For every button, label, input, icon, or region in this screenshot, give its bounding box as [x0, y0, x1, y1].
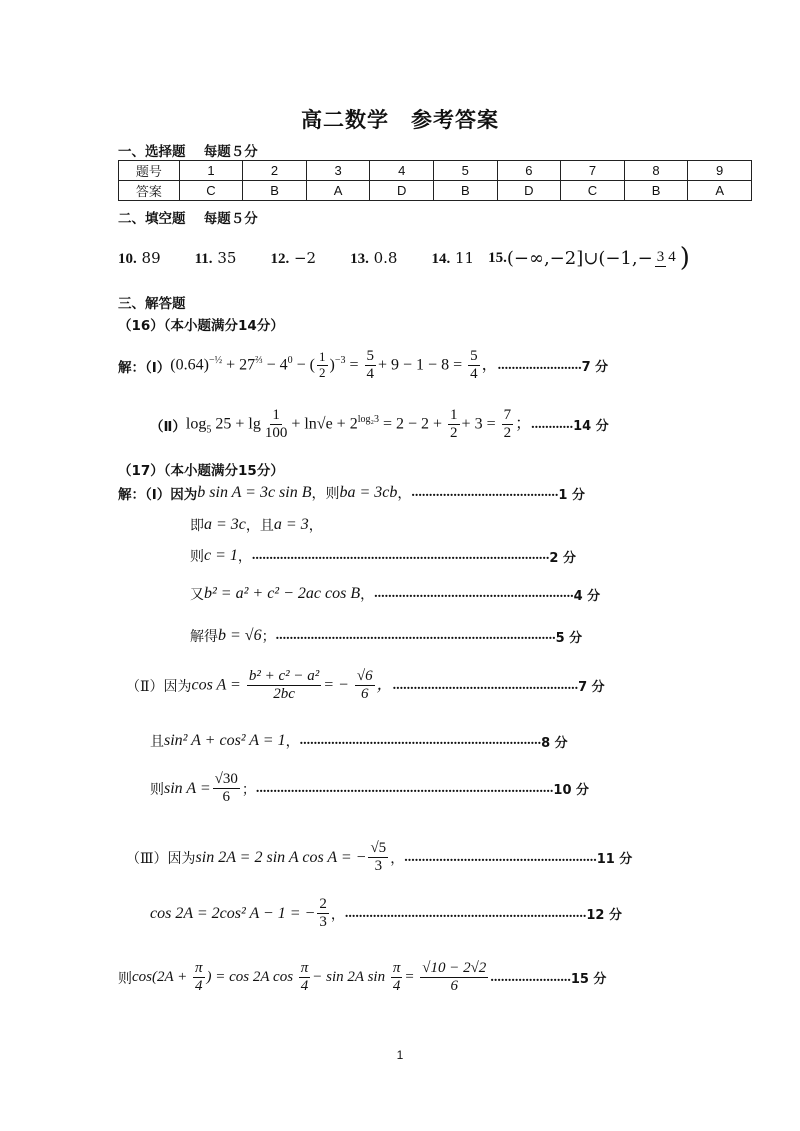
q17-line-3: 则 c = 1 ， ..................................................................................... 2 分 — [190, 547, 576, 566]
dot-leader: ..................................................................... — [344, 905, 587, 921]
score: 7 分 — [581, 360, 609, 376]
dot-leader: ..................................................... — [392, 677, 579, 693]
page-number: 1 — [396, 1048, 404, 1062]
fill-answer: −2 — [293, 248, 317, 267]
q16-heading: （16）（本小题满分14分） — [118, 318, 284, 334]
fill-answers — [118, 243, 690, 273]
q16-part2-formula: $\log_5 25 + \lg$ $\frac{1}{100}$ + $\ln√e + 2^{log_23} = 2 - 2$ + $\frac{1}{2}$ + 3 = $\frac{7}{2}$ ； — [185, 407, 532, 442]
choice-answer: D — [497, 181, 561, 201]
question-number: 5 — [433, 161, 497, 181]
q17-line-7: 且 sin² A + cos² A = 1 ， ..................................................................... 8 分 — [150, 732, 568, 751]
score: 5 分 — [555, 630, 583, 646]
q16-part1-label: 解：（Ⅰ） — [118, 359, 171, 376]
q17-line-5: 解得 b = √6 ； ................................................................................ 5 分 — [190, 627, 583, 646]
question-number: 1 — [179, 161, 243, 181]
question-number: 9 — [688, 161, 752, 181]
dot-leader: ..................................................................................... — [255, 780, 554, 796]
dot-leader: ..................................................................................... — [251, 548, 550, 563]
choice-answer: D — [370, 181, 434, 201]
fraction: $\frac{√5}{3}$ — [370, 840, 387, 875]
question-number: 6 — [497, 161, 561, 181]
score: 1 分 — [558, 487, 585, 503]
q17-line-4: 又 b² = a² + c² − 2ac cos B ， ......................................................... 4 分 — [190, 585, 601, 604]
q16-part2-label: （Ⅱ） — [150, 418, 186, 435]
dot-leader: ......................................................... — [374, 586, 574, 601]
q17-heading: （17）（本小题满分15分） — [118, 463, 284, 479]
fill-item — [195, 249, 237, 268]
fill-number: 15. — [488, 249, 507, 266]
dot-leader: .......................................... — [411, 485, 559, 500]
score: 15 分 — [570, 972, 607, 988]
section-fill-heading: 二、填空题 每题５分 — [118, 211, 258, 227]
fill-answer: 35 — [217, 248, 237, 267]
q17-line-11: 则 cos(2A + $\frac{\pi}{4}$ ) = cos 2A cos $\frac{\pi}{4}$ − sin 2A sin $\frac{\pi}{4}$ = $\frac{√10 - 2√2}{6}$ ....................... 15 分 — [118, 960, 607, 995]
choice-answer: C — [561, 181, 625, 201]
q17-line-2: 即 a = 3c ，且 a = 3 ， — [190, 516, 323, 534]
fill-number: 14. — [431, 250, 451, 267]
fill-number: 13. — [350, 250, 369, 267]
dot-leader: ....................... — [490, 969, 571, 985]
question-number: 4 — [370, 161, 434, 181]
choice-answer: C — [179, 181, 243, 201]
q17-line-9: （Ⅲ）因为 sin 2A = 2 sin A cos A = − $\frac{√5}{3}$ ， ....................................................... 11 分 — [126, 840, 633, 875]
fill-item — [431, 249, 474, 268]
choice-answer: B — [433, 181, 497, 201]
q16-part1-formula: $(0.64)^{-\frac{1}{2}} + 27^{\frac{2}{3}} - 4^0$ − ( $\frac{1}{2}$ )$^{-3}$ = $\frac{5}{4}$ + 9 − 1 − 8 = $\frac{5}{4}$ ， — [170, 348, 498, 383]
dot-leader: ................................................................................ — [275, 628, 556, 643]
section-solution-heading: 三、解答题 — [118, 296, 186, 312]
q17-line-6: （Ⅱ）因为 cos A = $\frac{\text{b² + c² − a²}}{2bc}$ = − $\frac{√6}{6}$ ， ..................................................... 7 分 — [126, 668, 605, 703]
score: 11 分 — [596, 852, 633, 868]
fill-answer: 11 — [455, 248, 475, 267]
choice-answer: B — [243, 181, 307, 201]
choice-answer-table — [118, 160, 752, 201]
q17-line-1: 解：（Ⅰ）因为 b sin A = 3c sin B ，则 ba = 3cb ， .......................................... 1 分 — [118, 484, 585, 503]
fill-number: 12. — [270, 250, 290, 267]
fill-answer: 0.8 — [373, 248, 398, 267]
fraction: $\frac{2}{3}$ — [319, 896, 327, 931]
choice-answer: A — [688, 181, 752, 201]
score: 4 分 — [573, 588, 601, 604]
table-row-answers — [119, 181, 752, 201]
fill-item — [270, 249, 316, 268]
fill-answer-suffix: ) — [679, 243, 690, 273]
score: 2 分 — [549, 550, 576, 566]
fill-answer-prefix: (−∞,−2]∪(−1,− — [506, 247, 653, 269]
score: 7 分 — [578, 680, 605, 696]
row-header-number: 题号 — [119, 161, 180, 181]
question-number: 3 — [306, 161, 370, 181]
page-title: 高二数学 参考答案 — [301, 108, 499, 132]
table-row-numbers — [119, 161, 752, 181]
q17-line-8: 则 sin A = $\frac{√30}{6}$ ； ..................................................................................... 10 分 — [150, 771, 590, 806]
section-choice-heading: 一、选择题 每题５分 — [118, 144, 258, 160]
score: 8 分 — [541, 735, 568, 751]
dot-leader: ....................................................... — [404, 849, 597, 865]
question-number: 8 — [624, 161, 688, 181]
question-number: 7 — [561, 161, 625, 181]
q16-part2 — [150, 407, 609, 443]
dot-leader: ............ — [531, 416, 574, 432]
q16-part1 — [118, 348, 608, 384]
fill-item — [118, 249, 161, 268]
fraction: $\frac{√30}{6}$ — [214, 771, 238, 806]
score: 14 分 — [573, 419, 609, 435]
score: 12 分 — [586, 908, 622, 924]
row-header-answer: 答案 — [119, 181, 180, 201]
dot-leader: ........................ — [497, 357, 582, 373]
q17-line-10: cos 2A = 2cos² A − 1 = − $\frac{2}{3}$ ， ..................................................................... 12 分 — [150, 896, 622, 931]
fraction: 3 4 — [655, 249, 678, 267]
question-number: 2 — [243, 161, 307, 181]
fill-number: 11. — [194, 250, 213, 267]
fill-item — [350, 249, 397, 268]
choice-answer: A — [306, 181, 370, 201]
fill-number: 10. — [118, 250, 137, 267]
dot-leader: ..................................................................... — [299, 733, 542, 748]
fill-item — [488, 243, 690, 273]
choice-answer: B — [624, 181, 688, 201]
fill-answer: 89 — [141, 248, 161, 267]
score: 10 分 — [553, 783, 590, 799]
